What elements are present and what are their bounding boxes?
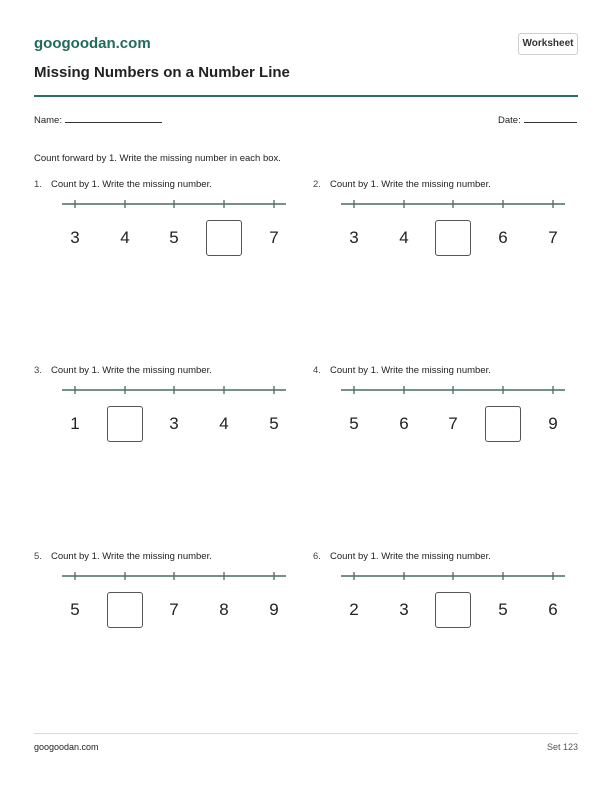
answer-box[interactable] (485, 406, 521, 442)
problem-label (313, 179, 491, 190)
number-line (62, 569, 290, 583)
problem-4 (313, 365, 573, 455)
brand-logo: googoodan.com (34, 35, 151, 52)
name-label: Name: (34, 115, 62, 126)
problem-label (313, 551, 491, 562)
answer-box[interactable] (435, 592, 471, 628)
problem-label (34, 179, 212, 190)
number-line (341, 569, 569, 583)
number-value: 6 (498, 228, 508, 247)
number-value: 8 (219, 600, 229, 619)
number-value: 4 (120, 228, 130, 247)
problem-5 (34, 551, 294, 641)
problem-label (313, 365, 491, 376)
problem-prompt: Count by 1. Write the missing number. (330, 179, 491, 190)
number-value: 5 (169, 228, 179, 247)
footer-divider (34, 733, 578, 734)
number-value: 6 (548, 600, 558, 619)
footer-set: Set 123 (546, 742, 578, 752)
problem-prompt: Count by 1. Write the missing number. (330, 365, 491, 376)
problem-6 (313, 551, 573, 641)
number-value: 7 (269, 228, 279, 247)
number-value: 5 (269, 414, 279, 433)
footer-site: googoodan.com (34, 742, 99, 752)
answer-box[interactable] (206, 220, 242, 256)
problem-1 (34, 179, 294, 269)
answer-box[interactable] (107, 406, 143, 442)
number-value: 7 (448, 414, 458, 433)
number-value: 4 (219, 414, 229, 433)
number-value: 6 (399, 414, 409, 433)
number-line (341, 383, 569, 397)
problem-number: 1. (34, 179, 42, 190)
number-value: 3 (169, 414, 179, 433)
header-divider (34, 95, 578, 97)
date-blank[interactable] (524, 114, 577, 123)
problem-prompt: Count by 1. Write the missing number. (330, 551, 491, 562)
number-value: 7 (548, 228, 558, 247)
number-value: 3 (349, 228, 359, 247)
date-label: Date: (498, 115, 521, 126)
name-blank[interactable] (65, 114, 162, 123)
number-value: 9 (548, 414, 558, 433)
number-value: 9 (269, 600, 279, 619)
problem-2 (313, 179, 573, 269)
instructions: Count forward by 1. Write the missing number in each box. (34, 153, 281, 164)
problem-prompt: Count by 1. Write the missing number. (51, 365, 212, 376)
number-value: 7 (169, 600, 179, 619)
number-value: 3 (399, 600, 409, 619)
number-line (62, 383, 290, 397)
problem-number: 6. (313, 551, 321, 562)
problem-number: 3. (34, 365, 42, 376)
answer-box[interactable] (435, 220, 471, 256)
problem-prompt: Count by 1. Write the missing number. (51, 179, 212, 190)
problem-number: 2. (313, 179, 321, 190)
problem-number: 5. (34, 551, 42, 562)
number-line (341, 197, 569, 211)
worksheet-badge: Worksheet (518, 33, 578, 55)
problem-3 (34, 365, 294, 455)
number-value: 5 (498, 600, 508, 619)
problem-label (34, 551, 212, 562)
page-title: Missing Numbers on a Number Line (34, 64, 290, 81)
number-value: 3 (70, 228, 80, 247)
date-field (498, 114, 577, 126)
problem-prompt: Count by 1. Write the missing number. (51, 551, 212, 562)
number-value: 5 (70, 600, 80, 619)
number-value: 5 (349, 414, 359, 433)
number-value: 1 (70, 414, 80, 433)
answer-box[interactable] (107, 592, 143, 628)
problem-label (34, 365, 212, 376)
number-value: 2 (349, 600, 359, 619)
name-field (34, 114, 162, 126)
problem-number: 4. (313, 365, 321, 376)
number-line (62, 197, 290, 211)
number-value: 4 (399, 228, 409, 247)
